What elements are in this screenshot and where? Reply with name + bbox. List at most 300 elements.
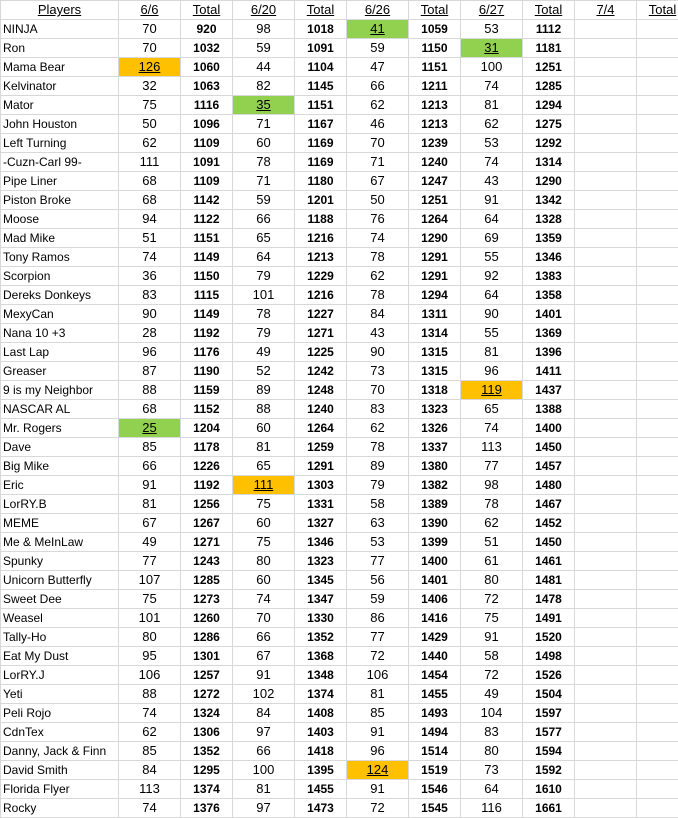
race-score-cell[interactable]: 100	[461, 58, 523, 77]
race-score-cell[interactable]: 51	[119, 229, 181, 248]
race-score-cell[interactable]: 77	[119, 552, 181, 571]
total-score-cell[interactable]: 1314	[523, 153, 575, 172]
race-score-cell[interactable]: 68	[119, 191, 181, 210]
race-score-cell[interactable]: 84	[119, 761, 181, 780]
total-score-cell[interactable]: 1401	[409, 571, 461, 590]
total-score-cell[interactable]: 1169	[295, 153, 347, 172]
race-score-cell[interactable]: 71	[233, 115, 295, 134]
total-score-cell[interactable]	[637, 381, 678, 400]
race-score-cell[interactable]: 62	[119, 134, 181, 153]
race-score-cell[interactable]: 106	[347, 666, 409, 685]
total-score-cell[interactable]	[637, 134, 678, 153]
race-score-cell[interactable]: 96	[461, 362, 523, 381]
race-score-cell[interactable]: 78	[347, 438, 409, 457]
total-score-cell[interactable]: 1303	[295, 476, 347, 495]
race-score-cell[interactable]: 111	[233, 476, 295, 495]
race-score-cell[interactable]: 67	[119, 514, 181, 533]
race-score-cell[interactable]: 84	[347, 305, 409, 324]
race-score-cell[interactable]: 59	[233, 39, 295, 58]
race-score-cell[interactable]: 64	[233, 248, 295, 267]
total-score-cell[interactable]: 1226	[181, 457, 233, 476]
race-score-cell[interactable]	[575, 533, 637, 552]
total-score-cell[interactable]	[637, 533, 678, 552]
race-score-cell[interactable]	[575, 172, 637, 191]
total-score-cell[interactable]	[637, 761, 678, 780]
total-score-cell[interactable]: 1290	[523, 172, 575, 191]
total-score-cell[interactable]: 1150	[409, 39, 461, 58]
total-score-cell[interactable]: 1376	[181, 799, 233, 818]
race-score-cell[interactable]: 58	[347, 495, 409, 514]
total-score-cell[interactable]: 1059	[409, 20, 461, 39]
race-score-cell[interactable]: 79	[347, 476, 409, 495]
race-score-cell[interactable]	[575, 343, 637, 362]
race-score-cell[interactable]	[575, 647, 637, 666]
total-score-cell[interactable]	[637, 210, 678, 229]
race-score-cell[interactable]: 81	[233, 438, 295, 457]
total-score-cell[interactable]	[637, 248, 678, 267]
player-name-cell[interactable]: NASCAR AL	[1, 400, 119, 419]
player-name-cell[interactable]: Sweet Dee	[1, 590, 119, 609]
total-score-cell[interactable]: 1291	[409, 267, 461, 286]
player-name-cell[interactable]: Florida Flyer	[1, 780, 119, 799]
race-score-cell[interactable]: 32	[119, 77, 181, 96]
player-name-cell[interactable]: Rocky	[1, 799, 119, 818]
total-score-cell[interactable]: 1192	[181, 476, 233, 495]
total-score-cell[interactable]: 1315	[409, 343, 461, 362]
total-score-cell[interactable]: 1311	[409, 305, 461, 324]
total-score-cell[interactable]: 1192	[181, 324, 233, 343]
race-score-cell[interactable]	[575, 761, 637, 780]
race-score-cell[interactable]	[575, 305, 637, 324]
header-total[interactable]: Total	[409, 1, 461, 20]
total-score-cell[interactable]: 1328	[523, 210, 575, 229]
total-score-cell[interactable]	[637, 115, 678, 134]
race-score-cell[interactable]: 75	[119, 590, 181, 609]
race-score-cell[interactable]	[575, 514, 637, 533]
race-score-cell[interactable]: 52	[233, 362, 295, 381]
total-score-cell[interactable]: 1388	[523, 400, 575, 419]
total-score-cell[interactable]: 1142	[181, 191, 233, 210]
race-score-cell[interactable]: 59	[347, 39, 409, 58]
total-score-cell[interactable]: 1242	[295, 362, 347, 381]
total-score-cell[interactable]: 1480	[523, 476, 575, 495]
race-score-cell[interactable]: 31	[461, 39, 523, 58]
total-score-cell[interactable]: 1330	[295, 609, 347, 628]
race-score-cell[interactable]: 90	[347, 343, 409, 362]
total-score-cell[interactable]	[637, 457, 678, 476]
total-score-cell[interactable]: 1359	[523, 229, 575, 248]
race-score-cell[interactable]: 72	[461, 590, 523, 609]
race-score-cell[interactable]: 74	[119, 248, 181, 267]
total-score-cell[interactable]: 1243	[181, 552, 233, 571]
race-score-cell[interactable]: 50	[347, 191, 409, 210]
race-score-cell[interactable]: 74	[461, 153, 523, 172]
total-score-cell[interactable]	[637, 400, 678, 419]
total-score-cell[interactable]	[637, 552, 678, 571]
total-score-cell[interactable]	[637, 666, 678, 685]
total-score-cell[interactable]: 1346	[523, 248, 575, 267]
total-score-cell[interactable]: 1327	[295, 514, 347, 533]
total-score-cell[interactable]	[637, 362, 678, 381]
header-date[interactable]: 6/26	[347, 1, 409, 20]
total-score-cell[interactable]: 1294	[523, 96, 575, 115]
race-score-cell[interactable]: 90	[119, 305, 181, 324]
total-score-cell[interactable]: 1240	[409, 153, 461, 172]
total-score-cell[interactable]: 1264	[295, 419, 347, 438]
total-score-cell[interactable]: 1151	[295, 96, 347, 115]
race-score-cell[interactable]: 78	[347, 286, 409, 305]
total-score-cell[interactable]: 1201	[295, 191, 347, 210]
total-score-cell[interactable]: 1178	[181, 438, 233, 457]
total-score-cell[interactable]: 1112	[523, 20, 575, 39]
race-score-cell[interactable]	[575, 780, 637, 799]
race-score-cell[interactable]: 94	[119, 210, 181, 229]
total-score-cell[interactable]: 1290	[409, 229, 461, 248]
race-score-cell[interactable]: 83	[347, 400, 409, 419]
total-score-cell[interactable]: 1167	[295, 115, 347, 134]
total-score-cell[interactable]	[637, 704, 678, 723]
race-score-cell[interactable]: 75	[461, 609, 523, 628]
total-score-cell[interactable]	[637, 799, 678, 818]
race-score-cell[interactable]: 28	[119, 324, 181, 343]
race-score-cell[interactable]: 98	[233, 20, 295, 39]
total-score-cell[interactable]: 1337	[409, 438, 461, 457]
race-score-cell[interactable]: 81	[461, 96, 523, 115]
total-score-cell[interactable]	[637, 609, 678, 628]
total-score-cell[interactable]: 1271	[181, 533, 233, 552]
race-score-cell[interactable]: 91	[461, 191, 523, 210]
race-score-cell[interactable]: 97	[233, 799, 295, 818]
total-score-cell[interactable]: 1150	[181, 267, 233, 286]
total-score-cell[interactable]: 1389	[409, 495, 461, 514]
total-score-cell[interactable]	[637, 685, 678, 704]
total-score-cell[interactable]: 1374	[295, 685, 347, 704]
total-score-cell[interactable]	[637, 191, 678, 210]
player-name-cell[interactable]: Peli Rojo	[1, 704, 119, 723]
race-score-cell[interactable]: 87	[119, 362, 181, 381]
race-score-cell[interactable]: 91	[347, 780, 409, 799]
race-score-cell[interactable]: 64	[461, 780, 523, 799]
total-score-cell[interactable]: 1661	[523, 799, 575, 818]
race-score-cell[interactable]: 82	[233, 77, 295, 96]
race-score-cell[interactable]: 62	[119, 723, 181, 742]
race-score-cell[interactable]	[575, 362, 637, 381]
race-score-cell[interactable]: 60	[233, 134, 295, 153]
total-score-cell[interactable]: 1190	[181, 362, 233, 381]
race-score-cell[interactable]: 86	[347, 609, 409, 628]
player-name-cell[interactable]: Ron	[1, 39, 119, 58]
player-name-cell[interactable]: Pipe Liner	[1, 172, 119, 191]
total-score-cell[interactable]	[637, 96, 678, 115]
player-name-cell[interactable]: Dave	[1, 438, 119, 457]
race-score-cell[interactable]: 53	[461, 134, 523, 153]
total-score-cell[interactable]: 1104	[295, 58, 347, 77]
race-score-cell[interactable]: 80	[119, 628, 181, 647]
race-score-cell[interactable]: 73	[347, 362, 409, 381]
total-score-cell[interactable]: 1401	[523, 305, 575, 324]
race-score-cell[interactable]: 98	[461, 476, 523, 495]
race-score-cell[interactable]: 74	[233, 590, 295, 609]
race-score-cell[interactable]: 101	[233, 286, 295, 305]
total-score-cell[interactable]: 1315	[409, 362, 461, 381]
race-score-cell[interactable]: 91	[461, 628, 523, 647]
total-score-cell[interactable]: 1060	[181, 58, 233, 77]
total-score-cell[interactable]: 1452	[523, 514, 575, 533]
total-score-cell[interactable]: 1491	[523, 609, 575, 628]
race-score-cell[interactable]: 113	[461, 438, 523, 457]
total-score-cell[interactable]: 1457	[523, 457, 575, 476]
total-score-cell[interactable]: 1188	[295, 210, 347, 229]
total-score-cell[interactable]: 1504	[523, 685, 575, 704]
total-score-cell[interactable]: 1251	[409, 191, 461, 210]
total-score-cell[interactable]: 1318	[409, 381, 461, 400]
total-score-cell[interactable]: 1324	[181, 704, 233, 723]
total-score-cell[interactable]	[637, 153, 678, 172]
total-score-cell[interactable]: 1248	[295, 381, 347, 400]
race-score-cell[interactable]	[575, 552, 637, 571]
player-name-cell[interactable]: Dereks Donkeys	[1, 286, 119, 305]
player-name-cell[interactable]: LorRY.B	[1, 495, 119, 514]
race-score-cell[interactable]: 66	[233, 210, 295, 229]
total-score-cell[interactable]: 1323	[409, 400, 461, 419]
race-score-cell[interactable]: 85	[347, 704, 409, 723]
total-score-cell[interactable]: 1396	[523, 343, 575, 362]
header-date[interactable]: 6/20	[233, 1, 295, 20]
race-score-cell[interactable]: 55	[461, 324, 523, 343]
race-score-cell[interactable]: 46	[347, 115, 409, 134]
total-score-cell[interactable]: 1314	[409, 324, 461, 343]
total-score-cell[interactable]	[637, 229, 678, 248]
total-score-cell[interactable]: 1063	[181, 77, 233, 96]
race-score-cell[interactable]: 100	[233, 761, 295, 780]
total-score-cell[interactable]: 1473	[295, 799, 347, 818]
race-score-cell[interactable]: 67	[233, 647, 295, 666]
race-score-cell[interactable]: 101	[119, 609, 181, 628]
race-score-cell[interactable]: 66	[347, 77, 409, 96]
race-score-cell[interactable]: 74	[461, 77, 523, 96]
race-score-cell[interactable]: 43	[461, 172, 523, 191]
race-score-cell[interactable]: 62	[461, 514, 523, 533]
total-score-cell[interactable]	[637, 723, 678, 742]
total-score-cell[interactable]: 1519	[409, 761, 461, 780]
total-score-cell[interactable]	[637, 20, 678, 39]
total-score-cell[interactable]: 1211	[409, 77, 461, 96]
race-score-cell[interactable]: 81	[233, 780, 295, 799]
total-score-cell[interactable]: 1461	[523, 552, 575, 571]
player-name-cell[interactable]: LorRY.J	[1, 666, 119, 685]
total-score-cell[interactable]: 1403	[295, 723, 347, 742]
race-score-cell[interactable]: 60	[233, 571, 295, 590]
total-score-cell[interactable]	[637, 286, 678, 305]
race-score-cell[interactable]: 77	[347, 552, 409, 571]
race-score-cell[interactable]: 62	[347, 96, 409, 115]
total-score-cell[interactable]: 1225	[295, 343, 347, 362]
total-score-cell[interactable]: 1346	[295, 533, 347, 552]
total-score-cell[interactable]: 1408	[295, 704, 347, 723]
total-score-cell[interactable]: 1291	[295, 457, 347, 476]
total-score-cell[interactable]: 1256	[181, 495, 233, 514]
total-score-cell[interactable]: 1368	[295, 647, 347, 666]
total-score-cell[interactable]: 1273	[181, 590, 233, 609]
total-score-cell[interactable]: 1374	[181, 780, 233, 799]
total-score-cell[interactable]: 1467	[523, 495, 575, 514]
race-score-cell[interactable]: 90	[461, 305, 523, 324]
player-name-cell[interactable]: Yeti	[1, 685, 119, 704]
player-name-cell[interactable]: Last Lap	[1, 343, 119, 362]
race-score-cell[interactable]: 70	[119, 20, 181, 39]
total-score-cell[interactable]	[637, 419, 678, 438]
total-score-cell[interactable]: 1440	[409, 647, 461, 666]
total-score-cell[interactable]	[637, 324, 678, 343]
total-score-cell[interactable]: 1358	[523, 286, 575, 305]
race-score-cell[interactable]	[575, 39, 637, 58]
total-score-cell[interactable]: 1180	[295, 172, 347, 191]
total-score-cell[interactable]: 1498	[523, 647, 575, 666]
total-score-cell[interactable]: 1514	[409, 742, 461, 761]
total-score-cell[interactable]: 1032	[181, 39, 233, 58]
total-score-cell[interactable]: 1151	[409, 58, 461, 77]
total-score-cell[interactable]: 1239	[409, 134, 461, 153]
player-name-cell[interactable]: MEME	[1, 514, 119, 533]
race-score-cell[interactable]: 71	[233, 172, 295, 191]
race-score-cell[interactable]: 64	[461, 286, 523, 305]
player-name-cell[interactable]: Mama Bear	[1, 58, 119, 77]
race-score-cell[interactable]: 85	[119, 438, 181, 457]
total-score-cell[interactable]: 1494	[409, 723, 461, 742]
race-score-cell[interactable]: 74	[119, 704, 181, 723]
player-name-cell[interactable]: Left Turning	[1, 134, 119, 153]
total-score-cell[interactable]: 1301	[181, 647, 233, 666]
header-total[interactable]: Total	[637, 1, 678, 20]
total-score-cell[interactable]: 1295	[181, 761, 233, 780]
total-score-cell[interactable]	[637, 476, 678, 495]
player-name-cell[interactable]: Greaser	[1, 362, 119, 381]
race-score-cell[interactable]	[575, 229, 637, 248]
total-score-cell[interactable]: 1429	[409, 628, 461, 647]
race-score-cell[interactable]	[575, 438, 637, 457]
total-score-cell[interactable]: 1597	[523, 704, 575, 723]
player-name-cell[interactable]: Scorpion	[1, 267, 119, 286]
race-score-cell[interactable]: 104	[461, 704, 523, 723]
total-score-cell[interactable]: 1594	[523, 742, 575, 761]
total-score-cell[interactable]: 1592	[523, 761, 575, 780]
player-name-cell[interactable]: MexyCan	[1, 305, 119, 324]
race-score-cell[interactable]: 60	[233, 514, 295, 533]
race-score-cell[interactable]: 68	[119, 172, 181, 191]
race-score-cell[interactable]	[575, 115, 637, 134]
race-score-cell[interactable]	[575, 286, 637, 305]
race-score-cell[interactable]: 74	[461, 419, 523, 438]
total-score-cell[interactable]: 1352	[181, 742, 233, 761]
total-score-cell[interactable]: 1259	[295, 438, 347, 457]
total-score-cell[interactable]: 1345	[295, 571, 347, 590]
total-score-cell[interactable]: 1159	[181, 381, 233, 400]
player-name-cell[interactable]: Moose	[1, 210, 119, 229]
race-score-cell[interactable]: 44	[233, 58, 295, 77]
race-score-cell[interactable]: 80	[461, 571, 523, 590]
race-score-cell[interactable]: 63	[347, 514, 409, 533]
race-score-cell[interactable]: 92	[461, 267, 523, 286]
race-score-cell[interactable]	[575, 571, 637, 590]
race-score-cell[interactable]: 126	[119, 58, 181, 77]
race-score-cell[interactable]: 107	[119, 571, 181, 590]
race-score-cell[interactable]: 73	[461, 761, 523, 780]
total-score-cell[interactable]: 1251	[523, 58, 575, 77]
total-score-cell[interactable]: 1267	[181, 514, 233, 533]
race-score-cell[interactable]	[575, 153, 637, 172]
total-score-cell[interactable]: 1272	[181, 685, 233, 704]
total-score-cell[interactable]: 1285	[181, 571, 233, 590]
race-score-cell[interactable]: 83	[461, 723, 523, 742]
total-score-cell[interactable]: 1437	[523, 381, 575, 400]
total-score-cell[interactable]: 1352	[295, 628, 347, 647]
total-score-cell[interactable]: 1455	[295, 780, 347, 799]
total-score-cell[interactable]: 1213	[409, 115, 461, 134]
race-score-cell[interactable]: 49	[233, 343, 295, 362]
total-score-cell[interactable]: 1149	[181, 248, 233, 267]
total-score-cell[interactable]: 920	[181, 20, 233, 39]
total-score-cell[interactable]: 1347	[295, 590, 347, 609]
race-score-cell[interactable]: 72	[347, 799, 409, 818]
race-score-cell[interactable]: 77	[461, 457, 523, 476]
total-score-cell[interactable]: 1411	[523, 362, 575, 381]
total-score-cell[interactable]: 1455	[409, 685, 461, 704]
race-score-cell[interactable]: 66	[233, 628, 295, 647]
race-score-cell[interactable]: 62	[347, 419, 409, 438]
total-score-cell[interactable]: 1383	[523, 267, 575, 286]
total-score-cell[interactable]: 1152	[181, 400, 233, 419]
race-score-cell[interactable]	[575, 799, 637, 818]
total-score-cell[interactable]	[637, 39, 678, 58]
race-score-cell[interactable]: 51	[461, 533, 523, 552]
race-score-cell[interactable]: 80	[461, 742, 523, 761]
total-score-cell[interactable]: 1227	[295, 305, 347, 324]
race-score-cell[interactable]	[575, 590, 637, 609]
player-name-cell[interactable]: Eat My Dust	[1, 647, 119, 666]
total-score-cell[interactable]: 1145	[295, 77, 347, 96]
race-score-cell[interactable]: 84	[233, 704, 295, 723]
race-score-cell[interactable]: 59	[347, 590, 409, 609]
race-score-cell[interactable]: 59	[233, 191, 295, 210]
total-score-cell[interactable]: 1091	[181, 153, 233, 172]
race-score-cell[interactable]: 70	[347, 381, 409, 400]
player-name-cell[interactable]: Kelvinator	[1, 77, 119, 96]
total-score-cell[interactable]: 1406	[409, 590, 461, 609]
total-score-cell[interactable]: 1481	[523, 571, 575, 590]
race-score-cell[interactable]: 62	[461, 115, 523, 134]
total-score-cell[interactable]: 1109	[181, 134, 233, 153]
total-score-cell[interactable]	[637, 438, 678, 457]
total-score-cell[interactable]: 1450	[523, 533, 575, 552]
player-name-cell[interactable]: 9 is my Neighbor	[1, 381, 119, 400]
race-score-cell[interactable]: 124	[347, 761, 409, 780]
race-score-cell[interactable]: 62	[347, 267, 409, 286]
race-score-cell[interactable]	[575, 134, 637, 153]
race-score-cell[interactable]: 81	[461, 343, 523, 362]
race-score-cell[interactable]: 88	[233, 400, 295, 419]
race-score-cell[interactable]: 61	[461, 552, 523, 571]
player-name-cell[interactable]: Tally-Ho	[1, 628, 119, 647]
total-score-cell[interactable]	[637, 495, 678, 514]
race-score-cell[interactable]: 96	[347, 742, 409, 761]
race-score-cell[interactable]	[575, 419, 637, 438]
race-score-cell[interactable]: 78	[347, 248, 409, 267]
total-score-cell[interactable]	[637, 172, 678, 191]
race-score-cell[interactable]	[575, 267, 637, 286]
race-score-cell[interactable]: 70	[233, 609, 295, 628]
race-score-cell[interactable]: 119	[461, 381, 523, 400]
race-score-cell[interactable]: 49	[119, 533, 181, 552]
